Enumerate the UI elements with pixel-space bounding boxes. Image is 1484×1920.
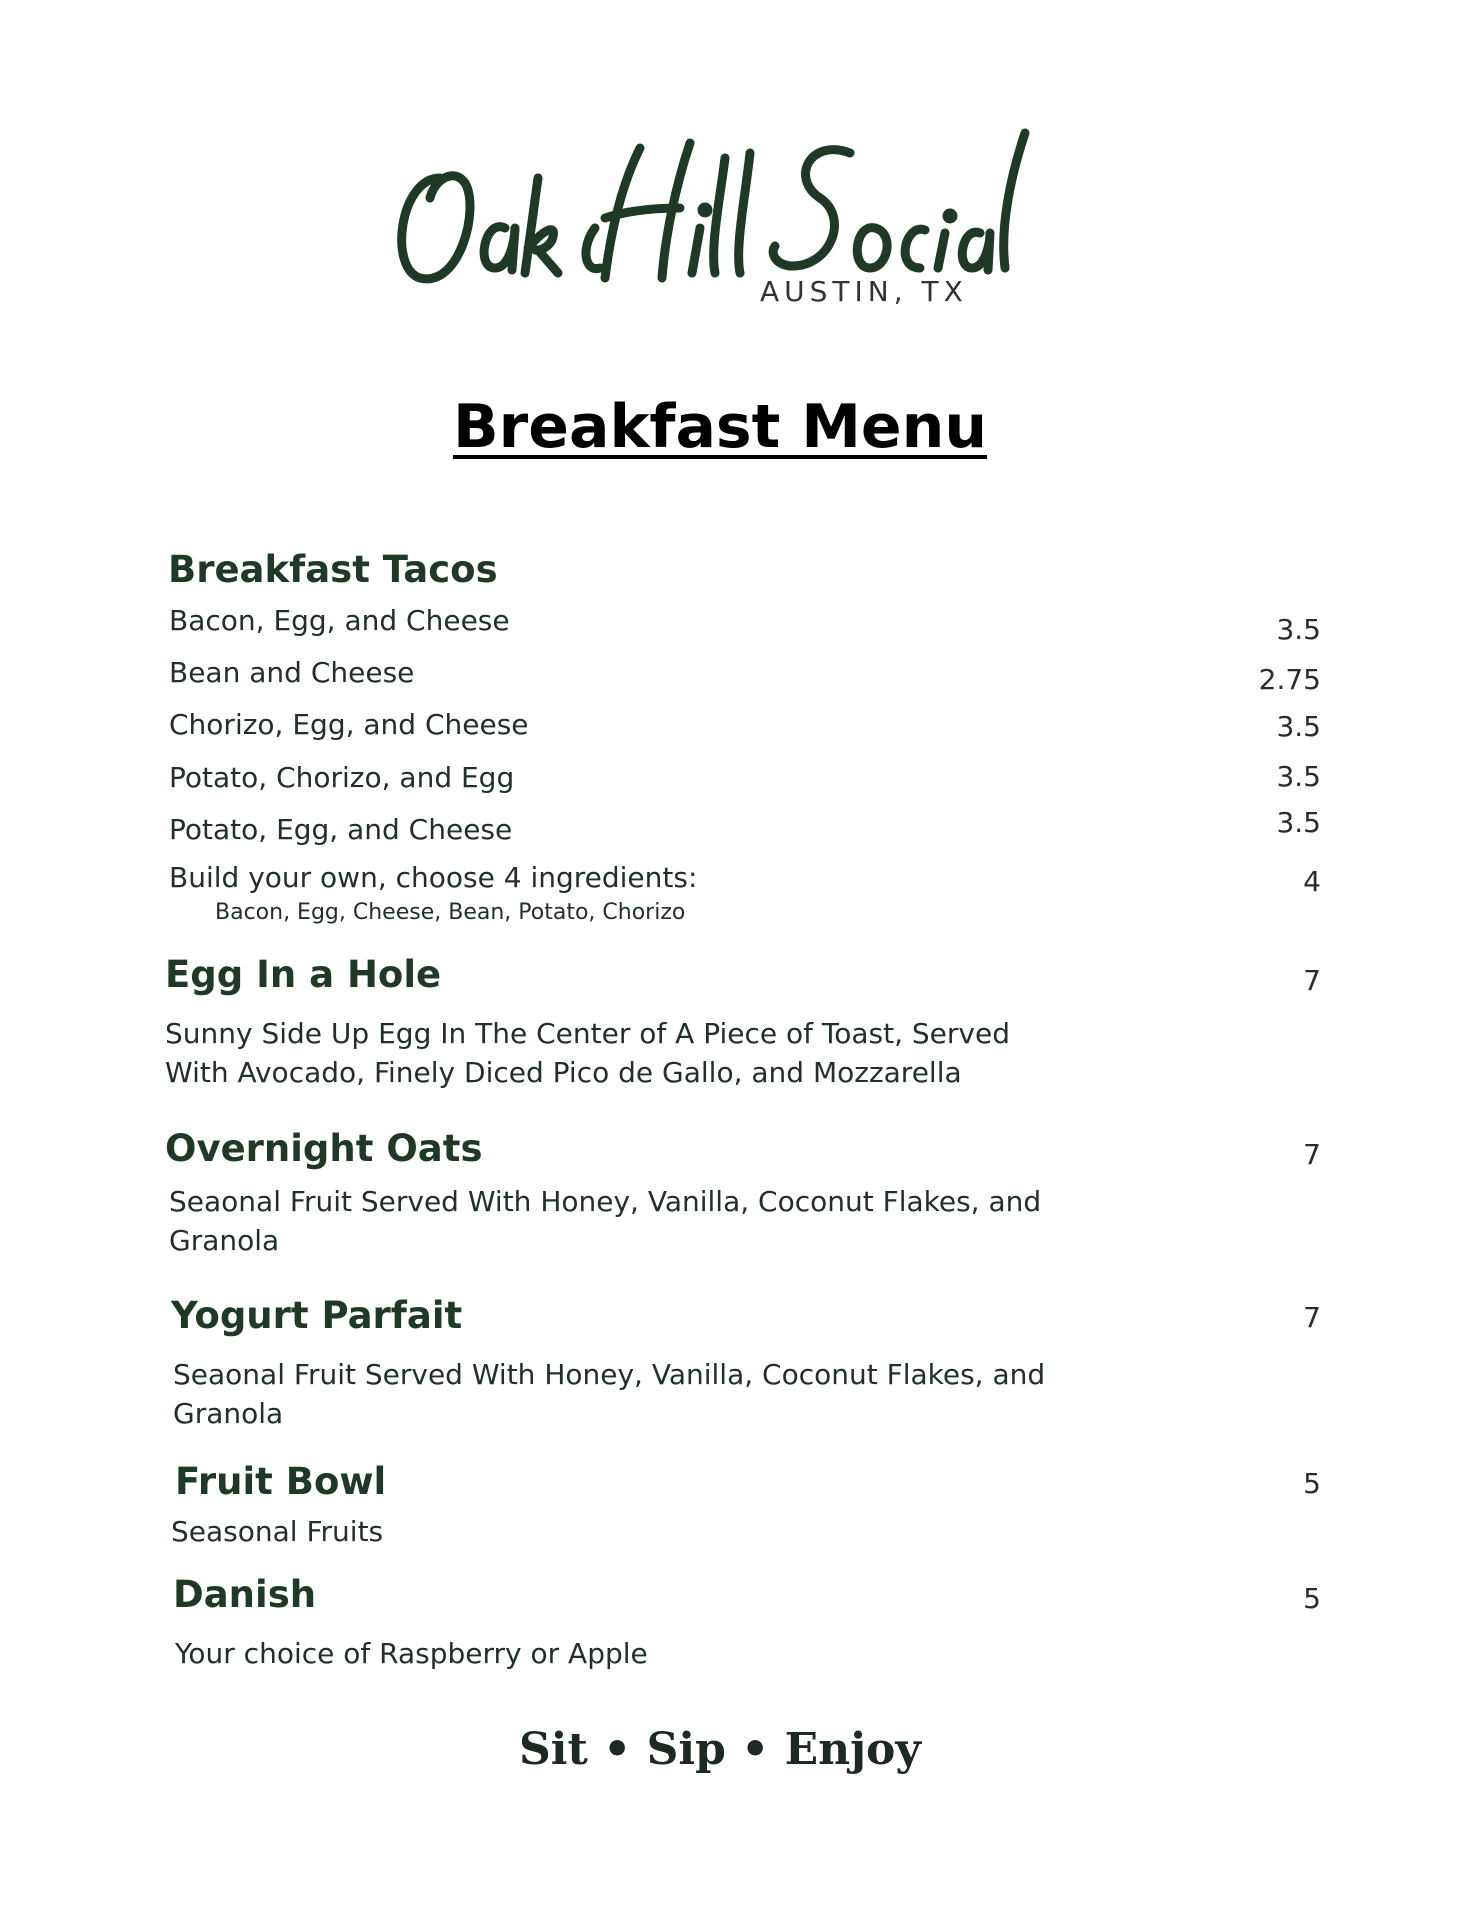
price-chorizo-egg-cheese: 3.5 — [1276, 710, 1321, 743]
price-fruit-bowl: 5 — [1303, 1467, 1321, 1500]
description-line: Granola — [173, 1397, 284, 1430]
menu-item-potato-egg-cheese: Potato, Egg, and Cheese — [169, 813, 513, 846]
footer-tagline: Sit • Sip • Enjoy — [519, 1724, 921, 1775]
price-danish: 5 — [1303, 1582, 1321, 1615]
menu-item-chorizo-egg-cheese: Chorizo, Egg, and Cheese — [169, 708, 529, 741]
section-title-fruit-bowl: Fruit Bowl — [175, 1460, 387, 1503]
brand-logo — [380, 118, 1040, 318]
description-line: With Avocado, Finely Diced Pico de Gallo, and Mozzarella — [165, 1056, 962, 1089]
section-title-breakfast-tacos: Breakfast Tacos — [168, 548, 498, 591]
price-overnight-oats: 7 — [1303, 1138, 1321, 1171]
section-title-egg-in-a-hole: Egg In a Hole — [165, 953, 442, 996]
section-title-overnight-oats: Overnight Oats — [165, 1127, 483, 1170]
description-line: Sunny Side Up Egg In The Center of A Piece of Toast, Served — [165, 1017, 1010, 1050]
description-egg-in-a-hole — [165, 1014, 1065, 1092]
brand-location: AUSTIN, TX — [760, 275, 968, 308]
page-title: Breakfast Menu — [452, 392, 988, 462]
price-build-your-own: 4 — [1303, 865, 1321, 898]
price-bacon-egg-cheese: 3.5 — [1276, 613, 1321, 646]
menu-item-bacon-egg-cheese: Bacon, Egg, and Cheese — [169, 604, 510, 637]
price-egg-in-a-hole: 7 — [1303, 964, 1321, 997]
price-yogurt-parfait: 7 — [1303, 1301, 1321, 1334]
description-line: Seaonal Fruit Served With Honey, Vanilla, Coconut Flakes, and — [169, 1185, 1042, 1218]
price-potato-egg-cheese: 3.5 — [1276, 806, 1321, 839]
description-danish: Your choice of Raspberry or Apple — [175, 1637, 648, 1670]
section-title-yogurt-parfait: Yogurt Parfait — [171, 1294, 463, 1337]
description-overnight-oats — [169, 1182, 1069, 1260]
section-title-danish: Danish — [173, 1573, 317, 1616]
menu-item-bean-cheese: Bean and Cheese — [169, 656, 415, 689]
description-fruit-bowl: Seasonal Fruits — [171, 1515, 384, 1548]
description-yogurt-parfait — [173, 1355, 1073, 1433]
description-line: Seaonal Fruit Served With Honey, Vanilla, Coconut Flakes, and — [173, 1358, 1046, 1391]
price-bean-cheese: 2.75 — [1258, 663, 1321, 696]
menu-item-build-your-own: Build your own, choose 4 ingredients: — [169, 861, 698, 894]
build-your-own-options: Bacon, Egg, Cheese, Bean, Potato, Chorizo — [215, 900, 686, 925]
price-potato-chorizo-egg: 3.5 — [1276, 760, 1321, 793]
menu-item-potato-chorizo-egg: Potato, Chorizo, and Egg — [169, 761, 515, 794]
description-line: Granola — [169, 1224, 280, 1257]
